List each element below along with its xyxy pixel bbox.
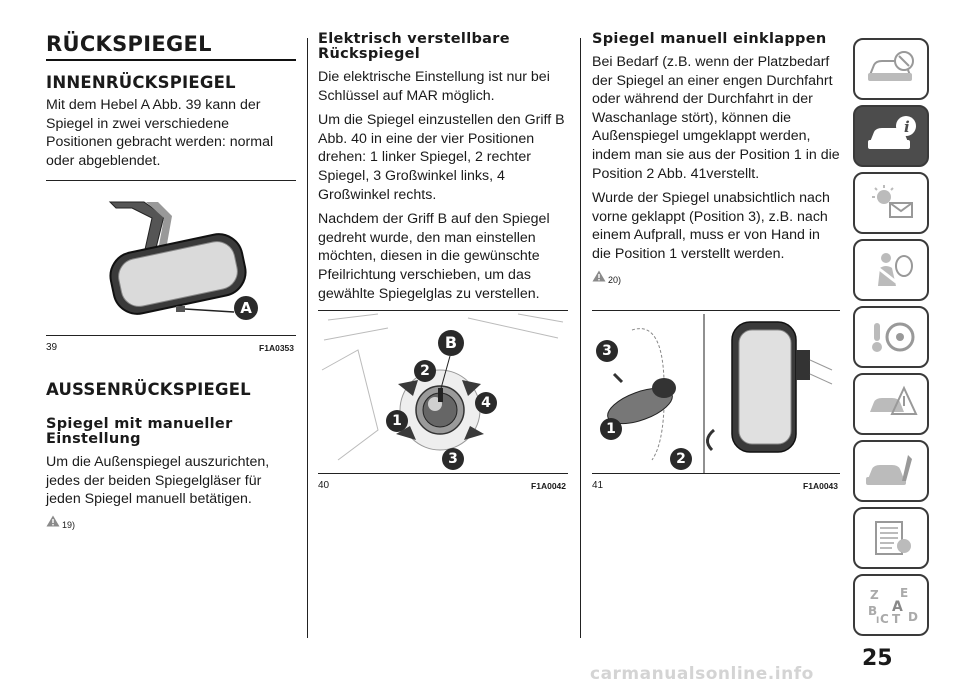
label-badge-4: 4 [475, 392, 497, 414]
key-steering-icon [864, 317, 918, 357]
car-warning-icon [864, 49, 918, 89]
figure-code: F1A0043 [803, 481, 838, 491]
tab-lights-messages[interactable] [853, 172, 929, 234]
label-badge-a: A [234, 296, 258, 320]
column-divider-2 [580, 38, 581, 638]
index-letter: Z [870, 588, 879, 602]
index-icon [864, 585, 918, 625]
index-letter: C [880, 612, 889, 625]
tab-index[interactable] [853, 574, 929, 636]
subheading-manual: Spiegel mit manueller Einstellung [46, 416, 233, 447]
column-1 [46, 32, 296, 170]
label-badge-1: 1 [600, 418, 622, 440]
index-letter: I [876, 616, 880, 625]
page-number: 25 [862, 646, 893, 671]
section-heading-aussen: AUSSENRÜCKSPIEGEL [46, 380, 251, 399]
sun-envelope-icon [864, 183, 918, 223]
index-letter: E [900, 586, 909, 600]
car-service-icon [864, 451, 918, 491]
column-1-lower [46, 380, 296, 530]
tab-car-warning[interactable] [853, 38, 929, 100]
car-info-icon [864, 116, 918, 156]
figure-number: 39 [46, 342, 58, 353]
index-letter: B [868, 604, 878, 618]
paragraph-innen: Mit dem Hebel A Abb. 39 kann der Spiegel in zwei verschiedene Positionen gebracht werden: normal oder abgeblendet. [46, 97, 274, 169]
tab-technical-data[interactable] [853, 507, 929, 569]
figure-39 [46, 180, 296, 353]
page-title: RÜCKSPIEGEL [46, 32, 212, 56]
label-badge-3: 3 [442, 448, 464, 470]
warning-ref-20: 20) [592, 270, 840, 285]
svg-text:i: i [904, 118, 910, 136]
seatbelt-airbag-icon [864, 250, 918, 290]
tab-starting-driving[interactable] [853, 306, 929, 368]
label-badge-3: 3 [596, 340, 618, 362]
breakdown-icon [864, 384, 918, 424]
tab-service[interactable] [853, 440, 929, 502]
warning-icon [46, 515, 60, 527]
column-3 [592, 32, 840, 285]
chapter-tabs [853, 38, 929, 641]
index-letter: D [908, 610, 918, 624]
tab-safety[interactable] [853, 239, 929, 301]
index-letter: A [892, 599, 903, 615]
column-2 [318, 32, 568, 303]
paragraph-electric-2: Um die Spiegel einzustellen den Griff B Abb. 40 in eine der vier Positionen drehen: 1 linker Spiegel, 2 rechter Spiegel, 3 Großwinkel links, 4 Großwinkel rechts. [318, 112, 565, 203]
paragraph-electric-3: Nachdem der Griff B auf den Spiegel gedreht wurde, den man einstellen möchten, diesen in die gewünschte Pfeilrichtung verschieben, um das gewählte Spiegelglas zu verstellen. [318, 211, 550, 302]
figure-40 [318, 310, 568, 491]
subheading-fold: Spiegel manuell einklappen [592, 31, 827, 47]
paragraph-manual: Um die Außenspiegel auszurichten, jedes der beiden Spiegelgläser für jeden Spiegel manuell betätigen. [46, 454, 270, 508]
paragraph-fold-2: Wurde der Spiegel unabsichtlich nach vorne geklappt (Position 3), z.B. nach einem Aufprall, muss er von Hand in die Position 1 verstellt werden. [592, 190, 830, 262]
subheading-electric: Elektrisch verstellbare Rückspiegel [318, 31, 510, 62]
section-heading-innen: INNENRÜCKSPIEGEL [46, 73, 236, 92]
figure-number: 40 [318, 480, 330, 491]
index-letter: T [892, 612, 901, 625]
label-badge-2: 2 [414, 360, 436, 382]
warning-ref-19: 19) [46, 515, 296, 530]
label-badge-2: 2 [670, 448, 692, 470]
tab-emergency[interactable] [853, 373, 929, 435]
warning-icon [592, 270, 606, 282]
figure-code: F1A0353 [259, 343, 294, 353]
figure-code: F1A0042 [531, 481, 566, 491]
label-badge-b: B [438, 330, 464, 356]
title-rule [46, 59, 296, 61]
specifications-icon [864, 518, 918, 558]
column-divider-1 [307, 38, 308, 638]
watermark: carmanualsonline.info [590, 664, 814, 684]
paragraph-fold-1: Bei Bedarf (z.B. wenn der Platzbedarf der Spiegel an einer engen Durchfahrt oder während der Durchfahrt in der Waschanlage stört), können die Außenspiegel umgeklappt werden, indem man sie aus der Position 1 in die Position 2 Abb. 41verstellt. [592, 54, 840, 182]
figure-number: 41 [592, 480, 604, 491]
paragraph-electric-1: Die elektrische Einstellung ist nur bei Schlüssel auf MAR möglich. [318, 69, 550, 104]
figure-41 [592, 310, 840, 491]
label-badge-1: 1 [386, 410, 408, 432]
tab-car-info[interactable] [853, 105, 929, 167]
